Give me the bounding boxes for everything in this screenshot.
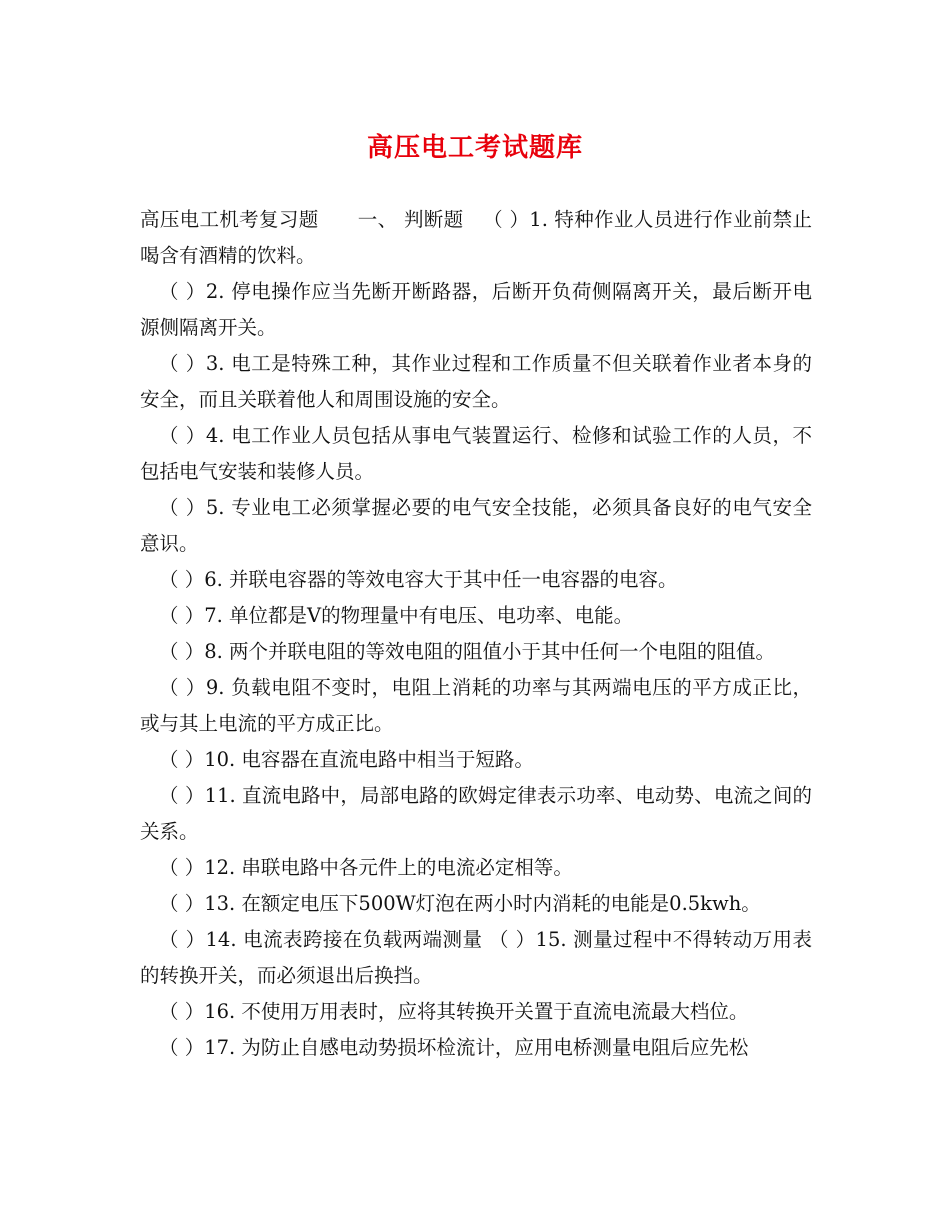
question-item-16: （ ）16. 不使用万用表时，应将其转换开关置于直流电流最大档位。	[159, 1000, 749, 1023]
question-item-3: （ ）3. 电工是特殊工种，其作业过程和工作质量不但关联着作业者本身的安全，而且关联着他人和周围设施的安全。	[140, 352, 812, 411]
question-item-7: （ ）7. 单位都是V的物理量中有电压、电功率、电能。	[159, 604, 634, 627]
question-item-9: （ ）9. 负载电阻不变时，电阻上消耗的功率与其两端电压的平方成正比，或与其上电流的平方成正比。	[140, 676, 812, 735]
question-item-8: （ ）8. 两个并联电阻的等效电阻的阻值小于其中任何一个电阻的阻值。	[159, 640, 776, 663]
intro-lead: 高压电工机考复习题	[140, 208, 319, 231]
question-item-5: （ ）5. 专业电工必须掌握必要的电气安全技能，必须具备良好的电气安全意识。	[140, 496, 812, 555]
question-item-2: （ ）2. 停电操作应当先断开断路器，后断开负荷侧隔离开关，最后断开电源侧隔离开关。	[140, 280, 812, 339]
question-item-4: （ ）4. 电工作业人员包括从事电气装置运行、检修和试验工作的人员，不包括电气安装和装修人员。	[140, 424, 812, 483]
question-item-6: （ ）6. 并联电容器的等效电容大于其中任一电容器的电容。	[159, 568, 678, 591]
question-item-13: （ ）13. 在额定电压下500W灯泡在两小时内消耗的电能是0.5kwh。	[159, 892, 761, 915]
question-item-14-15: （ ）14. 电流表跨接在负载两端测量 （ ）15. 测量过程中不得转动万用表的转换开关，而必须退出后换挡。	[140, 928, 812, 987]
section-heading: 一、 判断题	[357, 208, 464, 231]
question-item-1: （ ）1. 特种作业人员进行作业前禁止喝含有酒精的饮料。	[140, 208, 812, 267]
intro-paragraph	[140, 202, 812, 274]
question-item-11: （ ）11. 直流电路中，局部电路的欧姆定律表示功率、电动势、电流之间的关系。	[140, 784, 812, 843]
question-item-17: （ ）17. 为防止自感电动势损坏检流计，应用电桥测量电阻后应先松	[159, 1036, 749, 1059]
document-title: 高压电工考试题库	[366, 133, 583, 163]
question-item-10: （ ）10. 电容器在直流电路中相当于短路。	[159, 748, 534, 771]
question-item-12: （ ）12. 串联电路中各元件上的电流必定相等。	[159, 856, 573, 879]
document-body	[140, 202, 812, 1066]
